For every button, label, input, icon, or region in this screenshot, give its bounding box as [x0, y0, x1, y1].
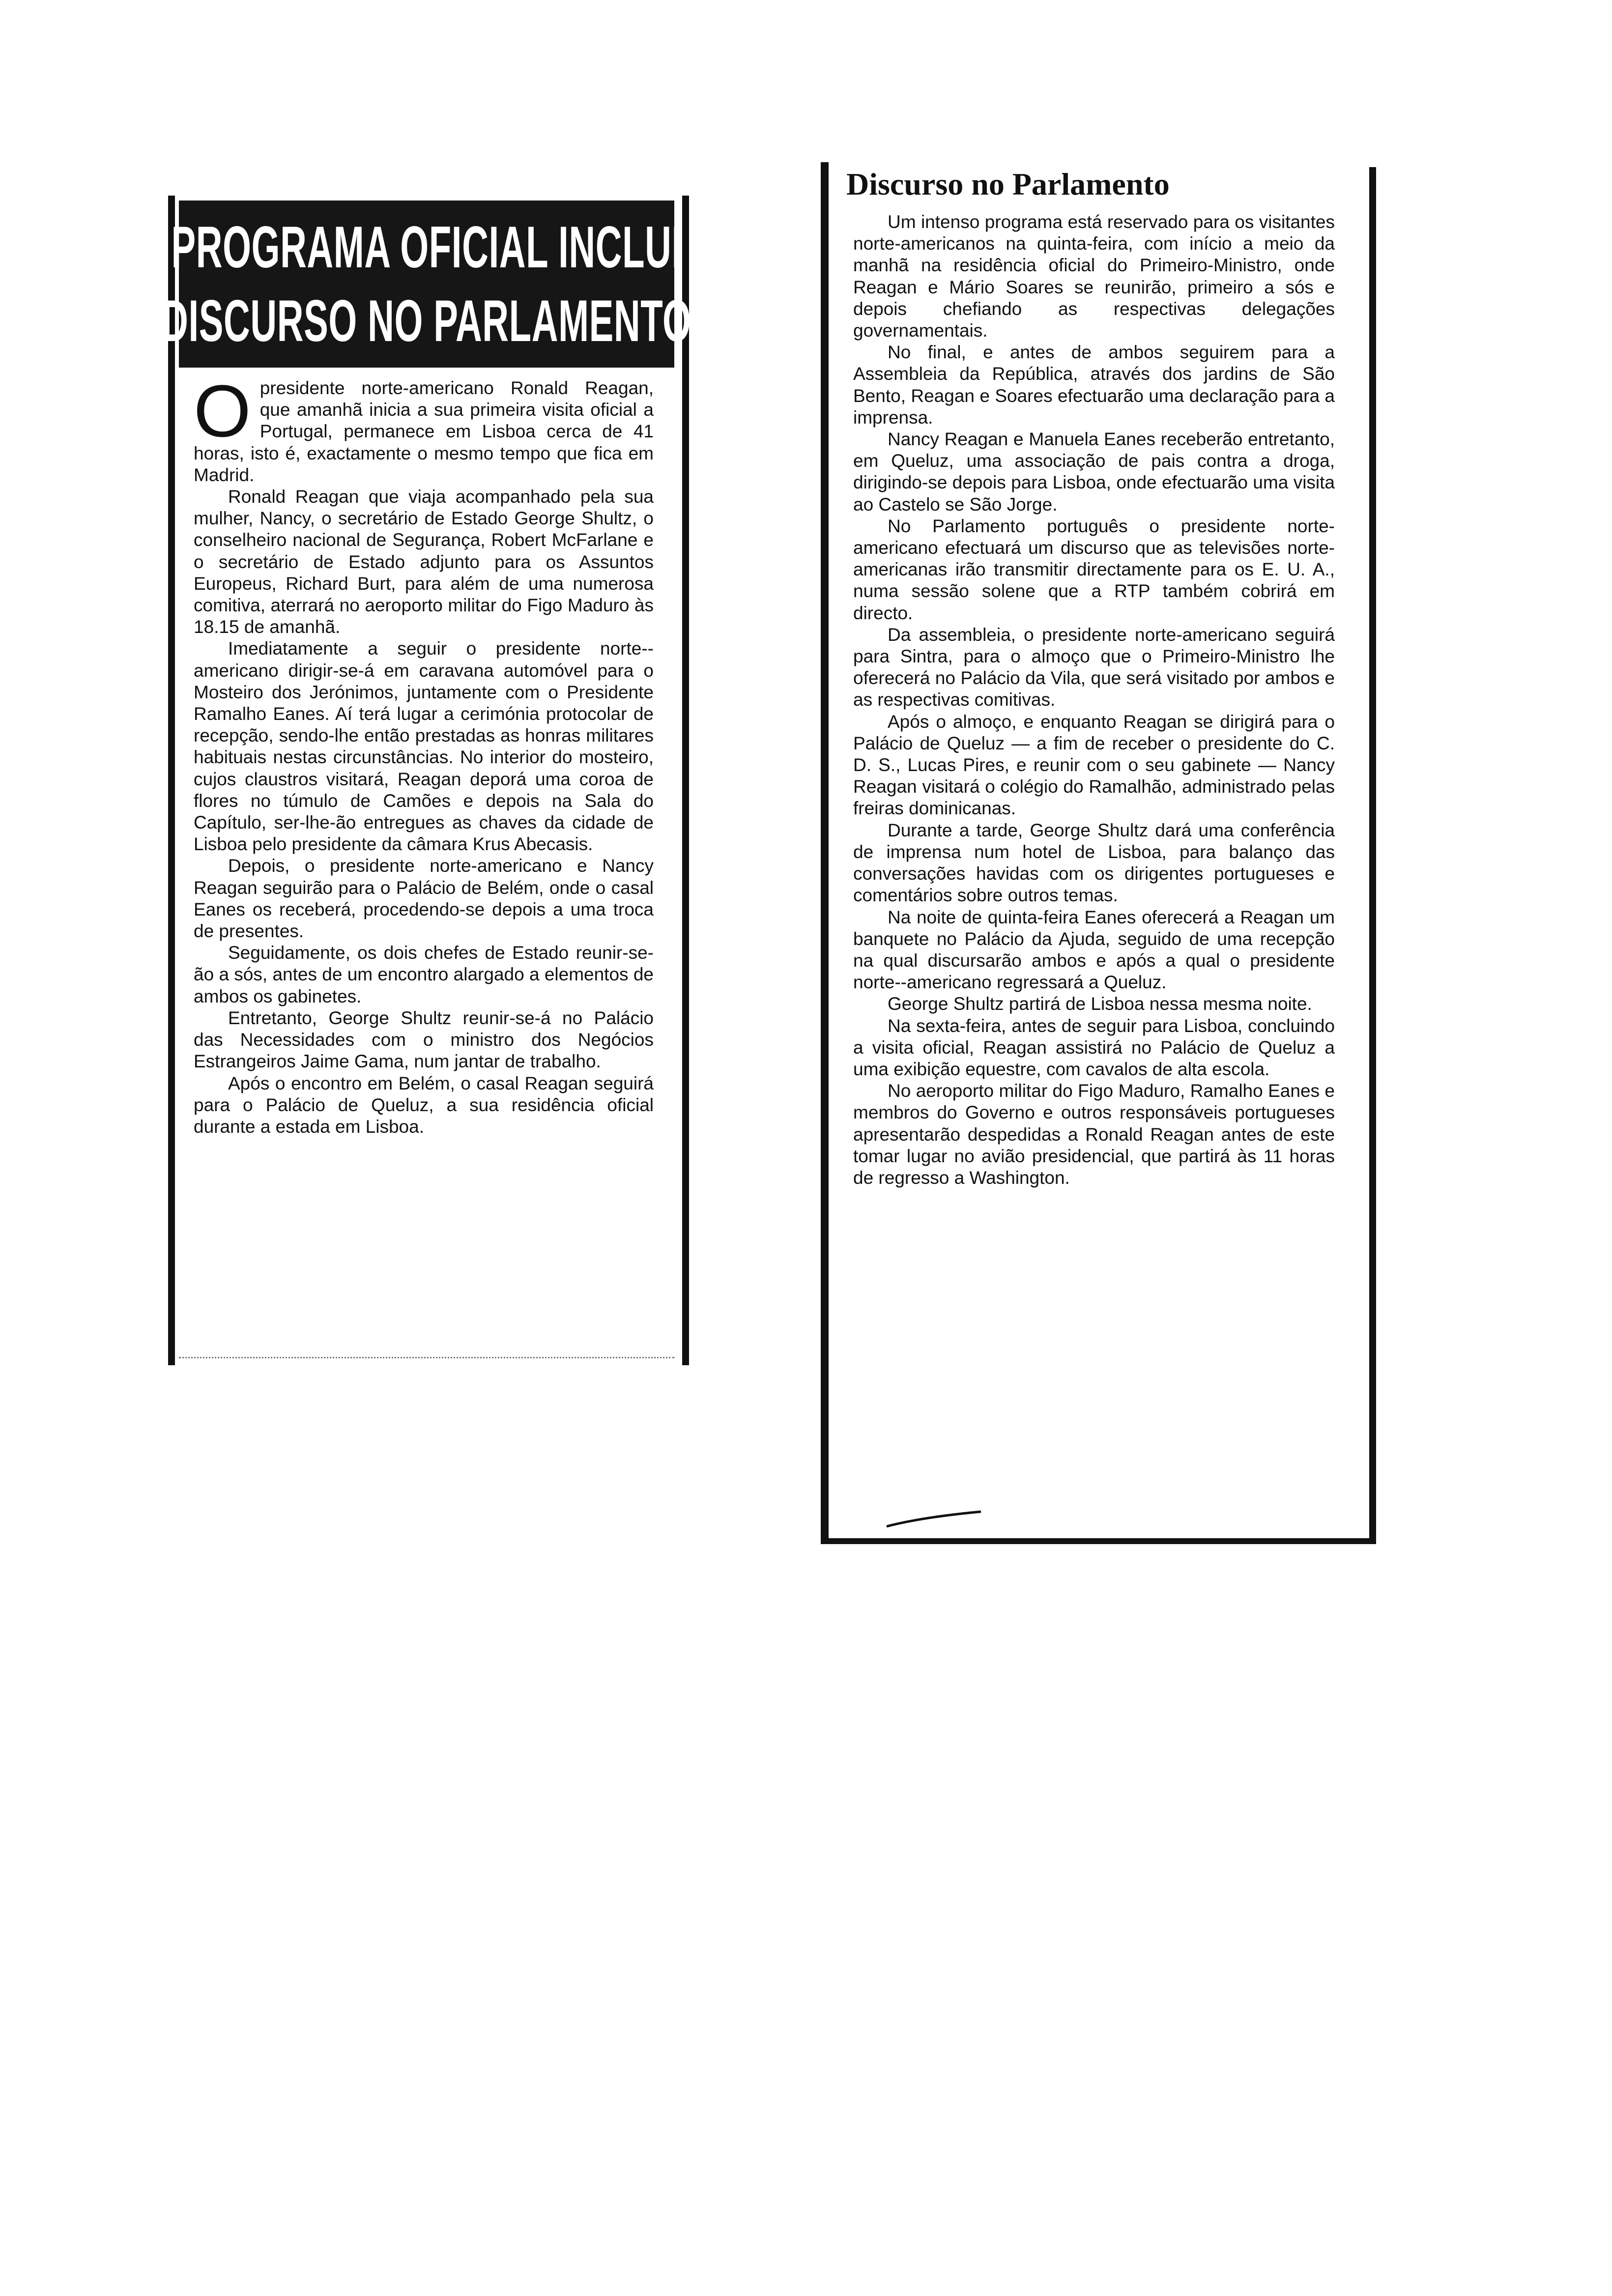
headline-line-2: DISCURSO NO PARLAMENTO	[162, 288, 691, 354]
article-paragraph: No final, e antes de ambos seguirem para a Assembleia da República, através dos jardins de São Bento, Reagan e Soares efectuarão uma declaração para a imprensa.	[853, 342, 1335, 428]
article-paragraph: No Parlamento português o presidente norte-americano efectuará um discurso que as televisões norte-americanas irão transmitir directamente para os E. U. A., numa sessão solene que a RTP também cobrirá em directo.	[853, 516, 1335, 623]
clipping-border-right	[682, 196, 689, 1365]
article-paragraph: Após o almoço, e enquanto Reagan se dirigirá para o Palácio de Queluz — a fim de receber o presidente do C. D. S., Lucas Pires, e reunir com o seu gabinete — Nancy Reagan visitará o colégio do Ramalhão, administrado pelas freiras dominicanas.	[853, 711, 1335, 819]
drop-cap: O	[194, 370, 251, 452]
clipping-border-left	[821, 162, 829, 1544]
article-paragraph: Nancy Reagan e Manuela Eanes receberão entretanto, em Queluz, uma associação de pais contra a droga, dirigindo-se depois para Lisboa, onde efectuarão uma visita ao Castelo se São Jorge.	[853, 429, 1335, 515]
clipping-border-left	[168, 196, 175, 1365]
pen-stroke-mark	[885, 1510, 983, 1529]
headline-line-1: PROGRAMA OFICIAL INCLUI	[171, 214, 682, 280]
article-paragraph: Um intenso programa está reservado para os visitantes norte-americanos na quinta-feira, com início a meio da manhã na residência oficial do Primeiro-Ministro, onde Reagan e Mário Soares se reunirão, primeiro a sós e depois chefiando as respectivas delegações governamentais.	[853, 212, 1335, 341]
article-paragraph: George Shultz partirá de Lisboa nessa mesma noite.	[888, 994, 1312, 1014]
clipping-edge	[179, 1357, 674, 1359]
clipping-border-right	[1369, 167, 1376, 1544]
article-paragraph: Opresidente norte-americano Ronald Reagan, que amanhã inicia a sua primeira visita oficial a Portugal, permanece em Lisboa cerca de 41 horas, isto é, exactamente o mesmo tempo que fica em Madrid.	[194, 370, 654, 485]
article-paragraph: Ronald Reagan que viaja acompanhado pela sua mulher, Nancy, o secretário de Estado George Shultz, o conselheiro nacional de Segurança, Robert McFarlane e o secretário de Estado adjunto para os Assuntos Europeus, Richard Burt, para além de uma numerosa comitiva, aterrará no aeroporto militar do Figo Maduro às 18.15 de amanhã.	[194, 487, 654, 637]
left-article-body	[194, 370, 654, 1138]
article-paragraph: No aeroporto militar do Figo Maduro, Ramalho Eanes e membros do Governo e outros responsáveis portugueses apresentarão despedidas a Ronald Reagan antes de este tomar lugar no avião presidencial, que partirá às 11 horas de regresso a Washington.	[853, 1081, 1335, 1188]
clipping-border-bottom	[821, 1538, 1376, 1544]
article-paragraph: Na noite de quinta-feira Eanes oferecerá a Reagan um banquete no Palácio da Ajuda, seguido de uma recepção na qual discursarão ambos e após a qual o presidente norte--americano regressará a Queluz.	[853, 907, 1335, 993]
article-paragraph: Entretanto, George Shultz reunir-se-á no Palácio das Necessidades com o ministro dos Negócios Estrangeiros Jaime Gama, num jantar de trabalho.	[194, 1007, 654, 1072]
article-paragraph: Durante a tarde, George Shultz dará uma conferência de imprensa num hotel de Lisboa, para balanço das conversações havidas com os dirigentes portugueses e comentários sobre outros temas.	[853, 820, 1335, 906]
article-paragraph: Depois, o presidente norte-americano e Nancy Reagan seguirão para o Palácio de Belém, onde o casal Eanes os receberá, procedendo-se depois a uma troca de presentes.	[194, 856, 654, 942]
article-paragraph: Da assembleia, o presidente norte-americano seguirá para Sintra, para o almoço que o Primeiro-Ministro lhe oferecerá no Palácio da Vila, que será visitado por ambos e as respectivas comitivas.	[853, 624, 1335, 710]
article-paragraph: Após o encontro em Belém, o casal Reagan seguirá para o Palácio de Queluz, a sua residência oficial durante a estada em Lisboa.	[194, 1073, 654, 1137]
article-paragraph: Seguidamente, os dois chefes de Estado reunir-se-ão a sós, antes de um encontro alargado a elementos de ambos os gabinetes.	[194, 943, 654, 1006]
article-paragraph: Na sexta-feira, antes de seguir para Lisboa, concluindo a visita oficial, Reagan assistirá no Palácio de Queluz a uma exibição equestre, com cavalos de alta escola.	[853, 1015, 1335, 1079]
right-article-body	[853, 211, 1335, 1189]
left-article-clipping	[162, 196, 691, 1365]
section-title: Discurso no Parlamento	[846, 167, 1170, 201]
article-paragraph: Imediatamente a seguir o presidente norte--americano dirigir-se-á em caravana automóvel para o Mosteiro dos Jerónimos, juntamente com o Presidente Ramalho Eanes. Aí terá lugar a cerimónia protocolar de recepção, sendo-lhe então prestadas as honras militares habituais nestas circunstâncias. No interior do mosteiro, cujos claustros visitará, Reagan deporá uma coroa de flores no túmulo de Camões e depois na Sala do Capítulo, ser-lhe-ão entregues as chaves da cidade de Lisboa pelo presidente da câmara Krus Abecasis.	[194, 638, 654, 855]
headline-banner	[162, 201, 691, 368]
right-article-clipping	[821, 162, 1376, 1544]
